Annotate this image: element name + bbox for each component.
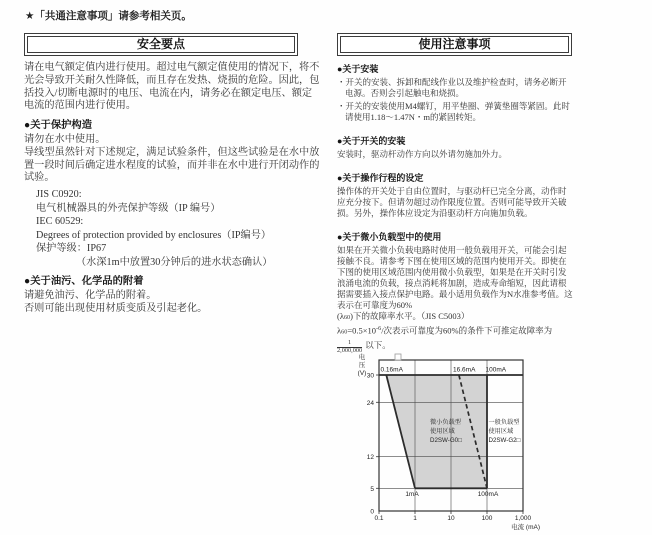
oil-section-title: ●关于油污、化学品的附着 — [24, 276, 144, 288]
stroke-section — [337, 173, 574, 219]
formula-rest: /次表示可靠度为60%的条件下可推定故障率为 — [381, 325, 553, 336]
install-section-title: ●关于安装 — [337, 64, 379, 74]
safety-column — [24, 33, 320, 316]
mounting-body: 安装时，驱动杆动作方向以外请勿施加外力。 — [337, 149, 508, 159]
general-region-label-3: D2SW-G2□ — [488, 437, 521, 444]
micro-region-label-1: 微小负载型 — [430, 419, 461, 426]
x-tick-10: 10 — [447, 515, 455, 522]
lambda-open: (λ — [337, 311, 344, 321]
microload-body: 如果在开关微小负载电路时使用一般负载用开关，可能会引起接触不良。请参考下图在使用区域的范围内使用开关。即使在下图的使用区域范围内使用微小负载型，如果是在开关时引发浪涌电流的负载，接点消耗将加剧，造成寿命缩短，因此请根据需要插入接点保护电路。最小适用负载作为N水准参考值。这表示在可靠度为60% — [337, 245, 573, 310]
micro-region-label-2: 使用区域 — [430, 428, 455, 435]
lambda-formula-line — [337, 323, 574, 338]
y-axis-label-char-2: 压 — [358, 362, 366, 369]
mounting-section — [337, 136, 574, 160]
formula-mid: =0.5×10 — [347, 325, 377, 336]
formula-sup: -6 — [376, 325, 382, 332]
y-axis-label-char-1: 电 — [358, 354, 366, 361]
install-bullet-1-text: 开关的安装、拆卸和配线作业以及维护检查时，请务必断开电源。否则会引起触电和烧损。 — [345, 77, 567, 98]
y-axis-label-unit: (V) — [357, 370, 367, 377]
usage-header-box — [337, 33, 572, 56]
standard-iec: IEC 60529: — [36, 216, 84, 228]
label-100mA-bottom: 100mA — [477, 491, 499, 498]
general-region-label-1: 一般负载型 — [488, 419, 520, 426]
microload-section — [337, 232, 574, 354]
y-tick-30: 30 — [366, 372, 374, 380]
x-tick-1: 1 — [413, 515, 417, 522]
micro-region-label-3: D2SW-G0□ — [430, 437, 462, 444]
safety-header-box — [24, 33, 298, 56]
x-axis-label: 电流 (mA) — [511, 524, 540, 531]
bullet-dot-icon: ・ — [337, 101, 346, 111]
common-precautions-note: ★「共通注意事项」请参考相关页。 — [25, 10, 192, 22]
lambda-close: )下的故障率水平。（JIS C5003） — [350, 311, 470, 321]
lambda-sub: 60 — [343, 314, 351, 321]
y-tick-12: 12 — [366, 454, 374, 462]
mounting-section-title: ●关于开关的安装 — [337, 136, 406, 146]
water-depth-note: （水深1m中放置30分钟后的进水状态确认） — [76, 256, 273, 268]
x-tick-1000: 1,000 — [514, 515, 532, 522]
bullet-dot-icon: ・ — [337, 77, 346, 87]
stroke-body: 操作体的开关处于自由位置时，与驱动杆已完全分离，动作时应充分按下。但请勿超过动作限度位置。否则可能导致开关破损。另外，操作体应设定为沿驱动杆方向施加负载。 — [337, 186, 567, 218]
fraction-denominator: 2,000,000 — [337, 346, 363, 354]
safety-header-title: 安全要点 — [27, 36, 295, 53]
oil-line-2: 否则可能出现使用材质变质及引起老化。 — [24, 302, 208, 314]
stroke-section-title: ●关于操作行程的设定 — [337, 173, 424, 183]
install-section — [337, 64, 574, 123]
usage-header-title: 使用注意事项 — [340, 36, 569, 53]
protection-standards-list — [36, 188, 320, 269]
standard-iec-desc: Degrees of protection provided by enclosures（IP编号） — [36, 229, 272, 241]
top-marker-square — [395, 354, 401, 360]
x-tick-100: 100 — [481, 515, 493, 522]
standard-jis: JIS C0920: — [36, 189, 82, 201]
formula-lambda: λ — [337, 325, 342, 336]
label-0.16mA: 0.16mA — [380, 366, 403, 374]
fraction-after: 以下。 — [365, 339, 391, 350]
install-bullet-2-text: 开关的安装使用M4螺钉，用平垫圈、弹簧垫圈等紧固。此时请使用1.18～1.47N・m的紧固转矩。 — [345, 101, 570, 122]
protection-grade: 保护等级：IP67 — [36, 243, 107, 255]
microload-section-title: ●关于微小负载型中的使用 — [337, 232, 442, 242]
label-100mA-top: 100mA — [485, 366, 507, 374]
y-tick-5: 5 — [370, 485, 374, 493]
lambda-note-line — [337, 311, 574, 323]
oil-line-1: 请避免油污、化学品的附着。 — [24, 289, 157, 301]
label-1mA: 1mA — [405, 491, 419, 498]
protection-section — [24, 120, 320, 269]
protection-section-title: ●关于保护构造 — [24, 120, 93, 132]
rating-intro-paragraph: 请在电气额定值内进行使用。超过电气额定值使用的情况下，将不光会导致开关耐久性降低，而且存在发热、烧损的危险。因此，包括投入/切断电源时的电压、电流在内，请务必在额定电压、额定电流的范围内进行使用。 — [24, 62, 320, 112]
standard-jis-desc: 电气机械器具的外壳保护等级（IP 编号） — [36, 202, 221, 214]
load-range-chart — [352, 350, 552, 535]
y-tick-24: 24 — [366, 399, 374, 407]
usage-column — [337, 33, 574, 354]
fraction-numerator: 1 — [348, 338, 352, 346]
install-bullet-2 — [337, 101, 574, 123]
label-16.6mA: 16.6mA — [453, 366, 476, 374]
protection-line-2: 导线型虽然针对下述规定，满足试验条件，但这些试验是在水中放置一段时间后确定进水程度的试验，而并非在水中进行开闭动作的试验。 — [24, 146, 320, 184]
install-bullet-1 — [337, 77, 574, 99]
general-region-label-2: 使用区域 — [488, 428, 514, 435]
x-tick-0p1: 0.1 — [374, 515, 384, 522]
formula-sub: 60 — [341, 328, 348, 336]
oil-section — [24, 276, 320, 315]
protection-line-1: 请勿在水中使用。 — [24, 133, 106, 145]
y-tick-0: 0 — [370, 508, 374, 516]
